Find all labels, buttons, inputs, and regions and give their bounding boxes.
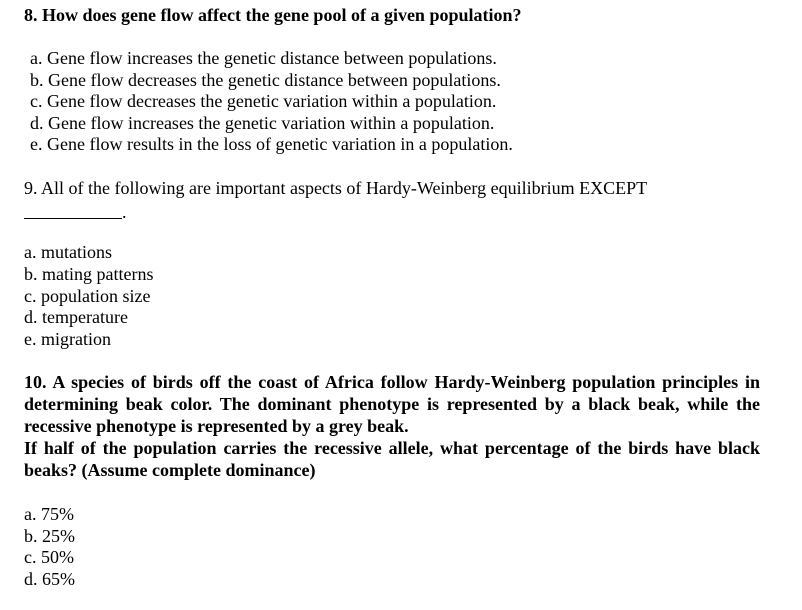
question-9-option-a: a. mutations xyxy=(24,242,112,262)
question-8-option-c: c. Gene flow decreases the genetic variation within a population. xyxy=(30,91,497,111)
question-9-option-e: e. migration xyxy=(24,329,111,349)
question-8-option-b: b. Gene flow decreases the genetic distance between populations. xyxy=(30,69,501,90)
question-9-option-d: d. temperature xyxy=(24,307,128,327)
question-10-option-d: d. 65% xyxy=(24,568,75,589)
question-10-stem-paragraph-1: 10. A species of birds off the coast of Africa follow Hardy-Weinberg population principles in determining beak color. The dominant phenotype is represented by a black beak, while the recessive phenotype is represented by a grey beak. xyxy=(24,372,760,436)
question-10-option-c: c. 50% xyxy=(24,547,74,567)
question-10-option-b: b. 25% xyxy=(24,525,75,546)
question-9-stem: 9. All of the following are important aspects of Hardy-Weinberg equilibrium EXCEPT xyxy=(24,178,648,198)
question-10-stem-paragraph-2: If half of the population carries the recessive allele, what percentage of the birds have black beaks? (Assume complete dominance) xyxy=(24,438,760,480)
question-8-option-a: a. Gene flow increases the genetic distance between populations. xyxy=(30,48,497,68)
question-8-option-d: d. Gene flow increases the genetic variation within a population. xyxy=(30,112,495,133)
answer-blank xyxy=(24,218,122,219)
question-8-option-e: e. Gene flow results in the loss of genetic variation in a population. xyxy=(30,134,513,154)
question-10-stem xyxy=(24,371,760,481)
question-9-option-c: c. population size xyxy=(24,285,151,306)
answer-blank-period: . xyxy=(122,202,127,222)
question-9-option-b: b. mating patterns xyxy=(24,264,154,284)
question-8-stem: 8. How does gene flow affect the gene pool of a given population? xyxy=(24,5,522,25)
question-10-option-a: a. 75% xyxy=(24,504,74,524)
